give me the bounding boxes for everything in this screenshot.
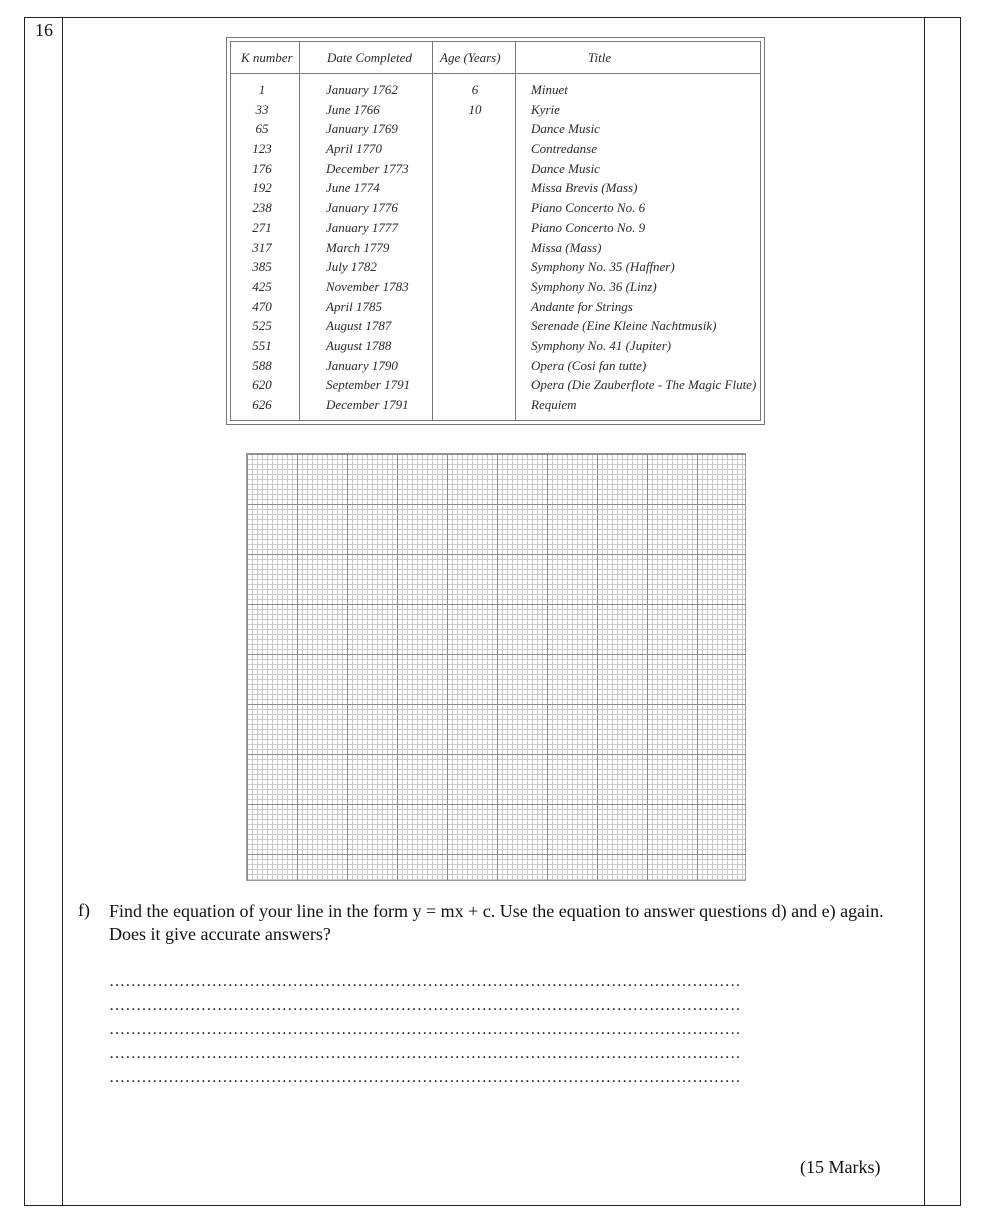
title-cell: Symphony No. 35 (Haffner): [531, 259, 675, 275]
title-cell: Piano Concerto No. 6: [531, 200, 646, 216]
date-cell: June 1766: [326, 101, 380, 117]
date-cell: April 1785: [326, 298, 382, 314]
k-number-cell: 238: [252, 200, 272, 216]
date-cell: January 1769: [326, 121, 398, 137]
k-number-cell: 425: [252, 278, 272, 294]
table-row: [231, 100, 760, 120]
k-number-cell: 525: [252, 318, 272, 334]
date-cell: January 1762: [326, 82, 398, 97]
k-number-cell: 551: [252, 337, 272, 353]
k-number-cell: 176: [252, 160, 272, 176]
title-cell: Symphony No. 41 (Jupiter): [531, 337, 672, 353]
k-number-cell: 620: [252, 377, 272, 393]
date-cell: March 1779: [326, 239, 390, 255]
age-cell: 6: [471, 82, 479, 97]
date-cell: December 1791: [326, 397, 409, 412]
table-row: [231, 80, 760, 100]
question-f-label: f): [78, 900, 90, 920]
date-cell: January 1790: [326, 357, 398, 373]
answer-line[interactable]: ………………………………………………………………………………………………………: [109, 1069, 741, 1086]
date-cell: July 1782: [326, 259, 377, 275]
date-cell: January 1776: [326, 200, 398, 216]
date-cell: September 1791: [326, 377, 411, 393]
title-cell: Missa Brevis (Mass): [531, 180, 638, 196]
margin-divider-right: [924, 17, 925, 1206]
date-cell: December 1773: [326, 160, 409, 176]
date-cell: August 1787: [326, 318, 392, 334]
title-cell: Symphony No. 36 (Linz): [531, 278, 657, 294]
answer-line[interactable]: ………………………………………………………………………………………………………: [109, 973, 741, 990]
answer-line[interactable]: ………………………………………………………………………………………………………: [109, 997, 741, 1014]
title-cell: Dance Music: [531, 121, 600, 137]
k-number-cell: 1: [258, 82, 266, 97]
graph-paper: [246, 453, 746, 881]
table-row: [231, 316, 760, 336]
table-row: [231, 238, 760, 258]
title-cell: Piano Concerto No. 9: [531, 219, 646, 235]
title-cell: Opera (Die Zauberflote - The Magic Flute): [531, 377, 757, 393]
table-row: [231, 395, 760, 415]
title-cell: Opera (Cosi fan tutte): [531, 357, 647, 373]
k-number-cell: 385: [252, 259, 272, 275]
title-cell: Serenade (Eine Kleine Nachtmusik): [531, 318, 717, 334]
table-row: [231, 375, 760, 395]
k-number-cell: 65: [255, 121, 269, 137]
date-cell: June 1774: [326, 180, 380, 196]
k-number-cell: 192: [252, 180, 272, 196]
k-number-cell: 588: [252, 357, 272, 373]
question-number: 16: [35, 20, 53, 40]
table-row: [231, 119, 760, 139]
header-k-number: K number: [241, 50, 293, 65]
question-f-text: Find the equation of your line in the form y = mx + c. Use the equation to answer questions d) and e) again. Does it give accurate answers?: [109, 901, 884, 944]
title-cell: Missa (Mass): [531, 239, 602, 255]
header-age: Age (Years): [440, 50, 501, 65]
table-row: [231, 277, 760, 297]
answer-line[interactable]: ………………………………………………………………………………………………………: [109, 1021, 741, 1038]
k-number-cell: 33: [255, 101, 269, 117]
marks-total: (15 Marks): [800, 1157, 881, 1177]
date-cell: August 1788: [326, 337, 392, 353]
age-cell: 10: [468, 101, 482, 117]
table-row: [231, 257, 760, 277]
answer-line[interactable]: ………………………………………………………………………………………………………: [109, 1045, 741, 1062]
k-number-cell: 271: [252, 219, 272, 235]
table-row: [231, 139, 760, 159]
table-row: [231, 218, 760, 238]
table-header: [231, 42, 760, 74]
k-number-cell: 123: [252, 141, 272, 157]
mozart-works-table: [226, 37, 765, 425]
date-cell: January 1777: [326, 219, 398, 235]
title-cell: Contredanse: [531, 141, 597, 157]
table-row: [231, 159, 760, 179]
table-row: [231, 336, 760, 356]
title-cell: Kyrie: [531, 101, 560, 117]
title-cell: Requiem: [531, 397, 577, 412]
title-cell: Minuet: [531, 82, 568, 97]
table-row: [231, 178, 760, 198]
title-cell: Dance Music: [531, 160, 600, 176]
date-cell: April 1770: [326, 141, 382, 157]
table-row: [231, 198, 760, 218]
table-rows: [231, 80, 760, 415]
table-body: [230, 41, 761, 421]
title-cell: Andante for Strings: [531, 298, 633, 314]
table-row: [231, 356, 760, 376]
k-number-cell: 317: [252, 239, 272, 255]
date-cell: November 1783: [326, 278, 409, 294]
k-number-cell: 626: [252, 397, 272, 412]
margin-divider-left: [62, 17, 63, 1206]
table-row: [231, 297, 760, 317]
header-date-completed: Date Completed: [327, 50, 412, 65]
k-number-cell: 470: [252, 298, 272, 314]
header-title: Title: [588, 50, 612, 65]
